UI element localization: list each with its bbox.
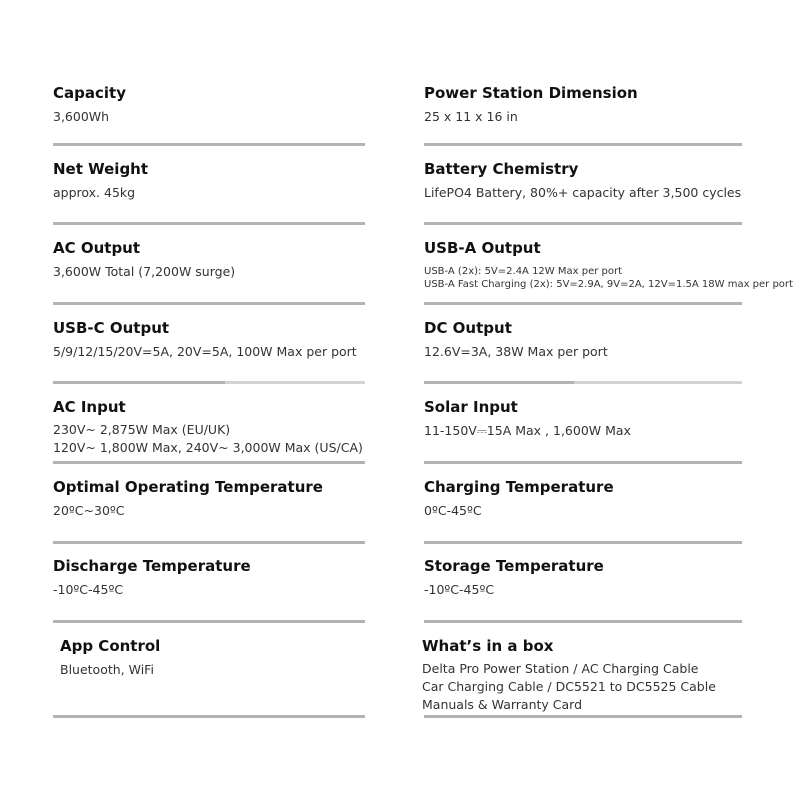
divider xyxy=(424,302,742,305)
spec-value: 20ºC~30ºC xyxy=(53,503,125,518)
spec-value: -10ºC-45ºC xyxy=(53,582,124,597)
spec-ac-input xyxy=(53,398,363,457)
spec-title: Solar Input xyxy=(424,398,518,416)
divider xyxy=(53,143,365,146)
spec-title: Battery Chemistry xyxy=(424,160,579,178)
spec-battery-chemistry xyxy=(424,160,741,202)
spec-title: Capacity xyxy=(53,84,126,102)
spec-value: Delta Pro Power Station / AC Charging Cable xyxy=(422,661,699,676)
divider xyxy=(53,461,365,464)
spec-discharge-temperature xyxy=(53,557,251,599)
spec-title: What’s in a box xyxy=(422,637,554,655)
spec-usb-a-output xyxy=(424,239,793,291)
spec-title: DC Output xyxy=(424,319,512,337)
spec-value: 120V~ 1,800W Max, 240V~ 3,000W Max (US/CA) xyxy=(53,440,363,455)
spec-charging-temperature xyxy=(424,478,614,520)
divider xyxy=(53,715,365,718)
spec-ac-output xyxy=(53,239,235,281)
divider xyxy=(53,541,365,544)
spec-value: 12.6V=3A, 38W Max per port xyxy=(424,344,608,359)
spec-title: App Control xyxy=(60,637,161,655)
spec-whats-in-a-box xyxy=(422,637,716,714)
spec-value: USB-A Fast Charging (2x): 5V=2.9A, 9V=2A, 12V=1.5A 18W max per port xyxy=(424,279,793,290)
spec-title: USB-A Output xyxy=(424,239,541,257)
spec-title: Storage Temperature xyxy=(424,557,604,575)
divider xyxy=(53,222,365,225)
spec-value: 230V~ 2,875W Max (EU/UK) xyxy=(53,422,231,437)
spec-value: approx. 45kg xyxy=(53,185,136,200)
spec-title: AC Input xyxy=(53,398,126,416)
spec-title: Discharge Temperature xyxy=(53,557,251,575)
spec-value: 3,600W Total (7,200W surge) xyxy=(53,264,236,279)
spec-value: 3,600Wh xyxy=(53,109,110,124)
spec-solar-input xyxy=(424,398,631,440)
divider xyxy=(424,381,574,384)
divider xyxy=(53,302,365,305)
spec-usb-c-output xyxy=(53,319,357,361)
spec-title: USB-C Output xyxy=(53,319,170,337)
divider xyxy=(424,222,742,225)
divider xyxy=(424,143,742,146)
divider xyxy=(424,541,742,544)
divider xyxy=(424,715,742,718)
spec-value: Manuals & Warranty Card xyxy=(422,697,583,712)
divider xyxy=(225,381,365,384)
spec-capacity xyxy=(53,84,126,126)
spec-title: Net Weight xyxy=(53,160,149,178)
spec-optimal-operating-temperature xyxy=(53,478,323,520)
spec-value: USB-A (2x): 5V=2.4A 12W Max per port xyxy=(424,266,623,277)
spec-title: Charging Temperature xyxy=(424,478,614,496)
spec-app-control xyxy=(60,637,160,679)
spec-value: -10ºC-45ºC xyxy=(424,582,495,597)
spec-power-station-dimension xyxy=(424,84,638,126)
spec-dc-output xyxy=(424,319,608,361)
divider xyxy=(424,620,742,623)
spec-title: AC Output xyxy=(53,239,141,257)
spec-value: 11-150V⎓15A Max , 1,600W Max xyxy=(424,423,631,438)
spec-storage-temperature xyxy=(424,557,604,599)
divider xyxy=(53,620,365,623)
divider xyxy=(574,381,742,384)
spec-title: Optimal Operating Temperature xyxy=(53,478,323,496)
divider xyxy=(424,461,742,464)
spec-title: Power Station Dimension xyxy=(424,84,638,102)
spec-value: 25 x 11 x 16 in xyxy=(424,109,518,124)
spec-value: Car Charging Cable / DC5521 to DC5525 Cable xyxy=(422,679,716,694)
spec-value: 0ºC-45ºC xyxy=(424,503,482,518)
spec-value: LifePO4 Battery, 80%+ capacity after 3,500 cycles xyxy=(424,185,742,200)
divider xyxy=(53,381,225,384)
spec-value: Bluetooth, WiFi xyxy=(60,662,154,677)
spec-value: 5/9/12/15/20V=5A, 20V=5A, 100W Max per port xyxy=(53,344,357,359)
spec-net-weight xyxy=(53,160,148,202)
